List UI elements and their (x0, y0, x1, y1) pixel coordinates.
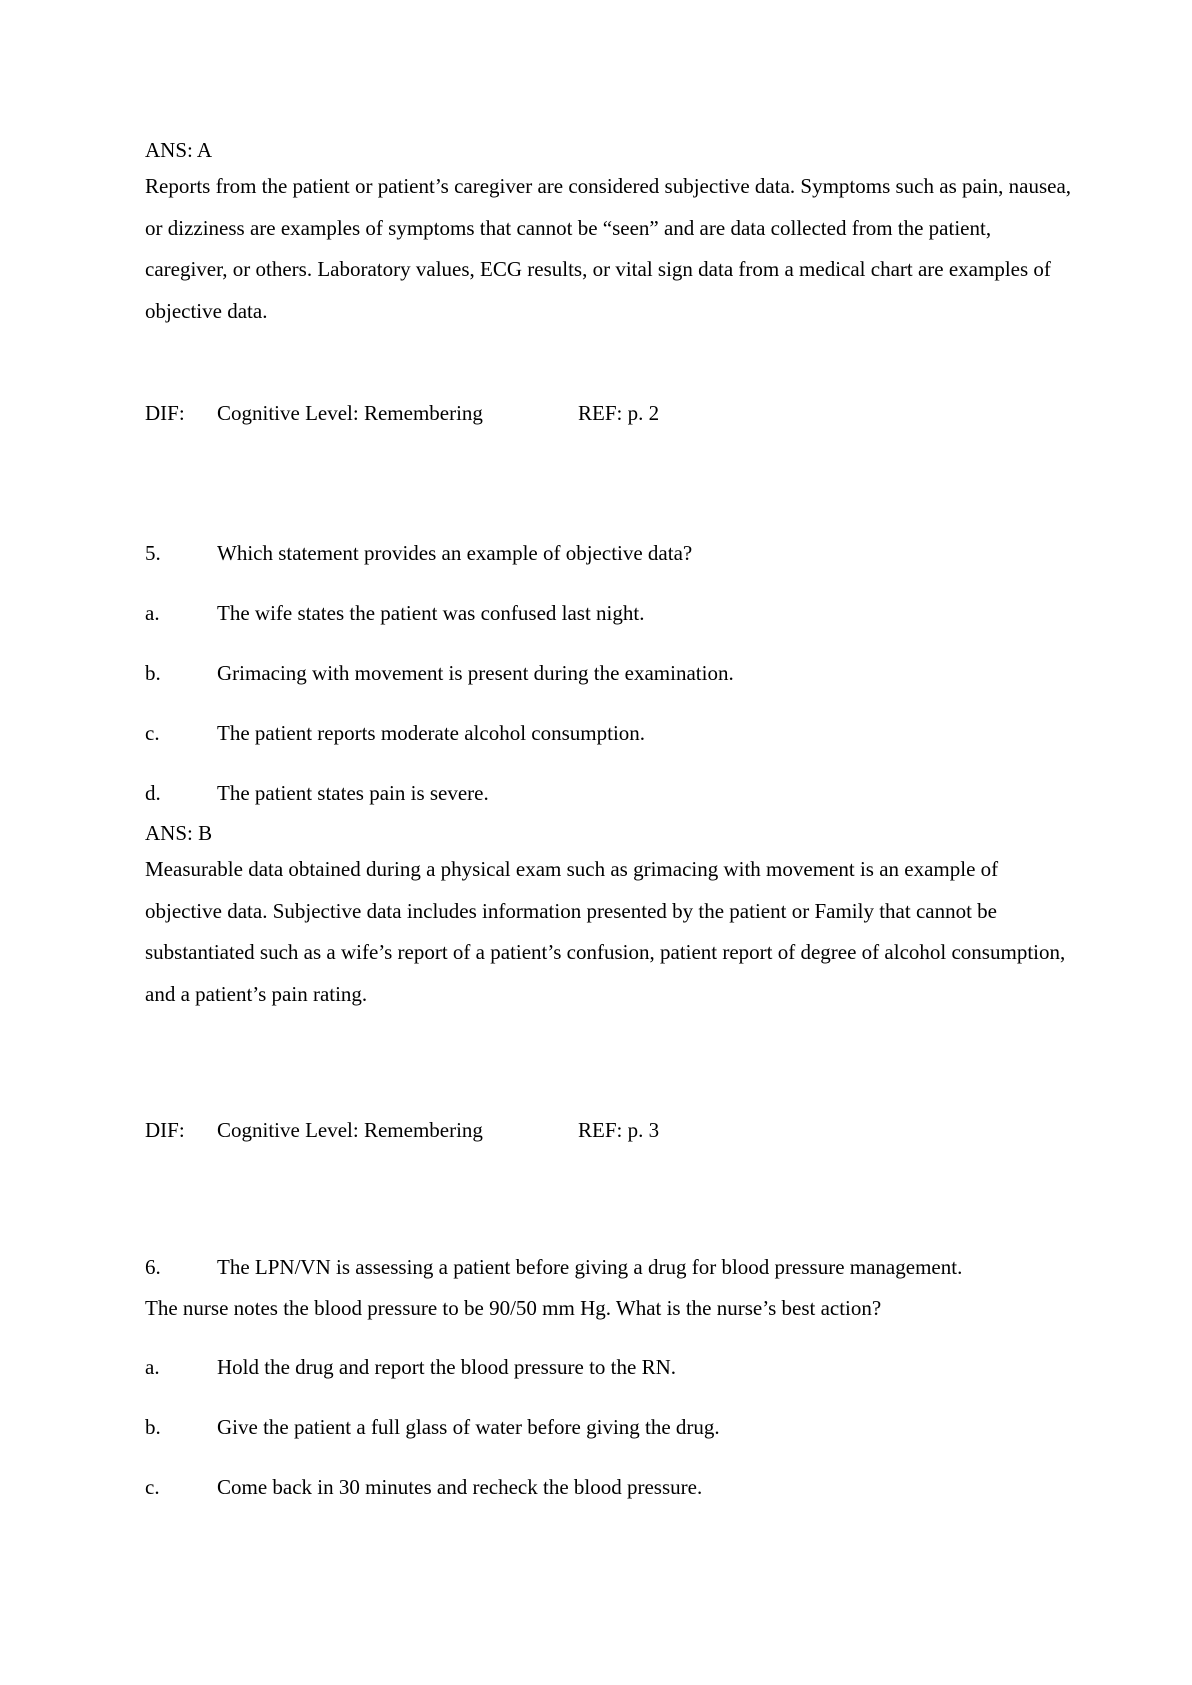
answer-key: ANS: B (145, 821, 213, 845)
answer-option-a (145, 1355, 676, 1379)
option-letter: a. (145, 1355, 160, 1379)
answer-option-b (145, 661, 734, 685)
option-text: Hold the drug and report the blood pressure to the RN. (217, 1355, 676, 1379)
answer-key: ANS: A (145, 138, 213, 162)
answer-option-a (145, 601, 644, 625)
option-text: The patient states pain is severe. (217, 781, 489, 805)
option-letter: b. (145, 661, 161, 685)
option-letter: c. (145, 721, 160, 745)
option-letter: d. (145, 781, 161, 805)
option-text: The wife states the patient was confused last night. (217, 601, 645, 625)
rationale-paragraph: Measurable data obtained during a physical exam such as grimacing with movement is an example of objective data. Subjective data includes information presented by the patient or Family that cannot be substantiated such as a wife’s report of a patient’s confusion, patient report of degree of alcohol consumption, and a patient’s pain rating. (145, 857, 1066, 1006)
cognitive-level: Cognitive Level: Remembering (217, 1118, 483, 1142)
question-text: The LPN/VN is assessing a patient before giving a drug for blood pressure management. (217, 1255, 963, 1279)
question-stem-line2: The nurse notes the blood pressure to be 90/50 mm Hg. What is the nurse’s best action? (145, 1296, 882, 1320)
answer-option-b (145, 1415, 720, 1439)
option-text: Give the patient a full glass of water before giving the drug. (217, 1415, 720, 1439)
question-stem-line1 (145, 1255, 962, 1279)
option-text: The patient reports moderate alcohol consumption. (217, 721, 646, 745)
option-letter: b. (145, 1415, 161, 1439)
question-text: Which statement provides an example of objective data? (217, 541, 693, 565)
option-letter: a. (145, 601, 160, 625)
question-stem (145, 541, 692, 565)
question-number: 5. (145, 541, 161, 565)
option-letter: c. (145, 1475, 160, 1499)
rationale-paragraph: Reports from the patient or patient’s caregiver are considered subjective data. Symptoms such as pain, nausea, or dizziness are examples of symptoms that cannot be “seen” and are data collected from the patient, caregiver, or others. Laboratory values, ECG results, or vital sign data from a medical chart are examples of objective data. (145, 174, 1072, 323)
dif-label: DIF: (145, 1118, 185, 1142)
question-number: 6. (145, 1255, 161, 1279)
option-text: Come back in 30 minutes and recheck the blood pressure. (217, 1475, 703, 1499)
question-meta (145, 1118, 659, 1142)
cognitive-level: Cognitive Level: Remembering (217, 401, 483, 425)
answer-option-d (145, 781, 489, 805)
answer-option-c (145, 1475, 702, 1499)
dif-label: DIF: (145, 401, 185, 425)
answer-option-c (145, 721, 645, 745)
option-text: Grimacing with movement is present during the examination. (217, 661, 734, 685)
page-reference: REF: p. 3 (578, 1118, 660, 1142)
page-reference: REF: p. 2 (578, 401, 660, 425)
question-meta (145, 401, 659, 425)
